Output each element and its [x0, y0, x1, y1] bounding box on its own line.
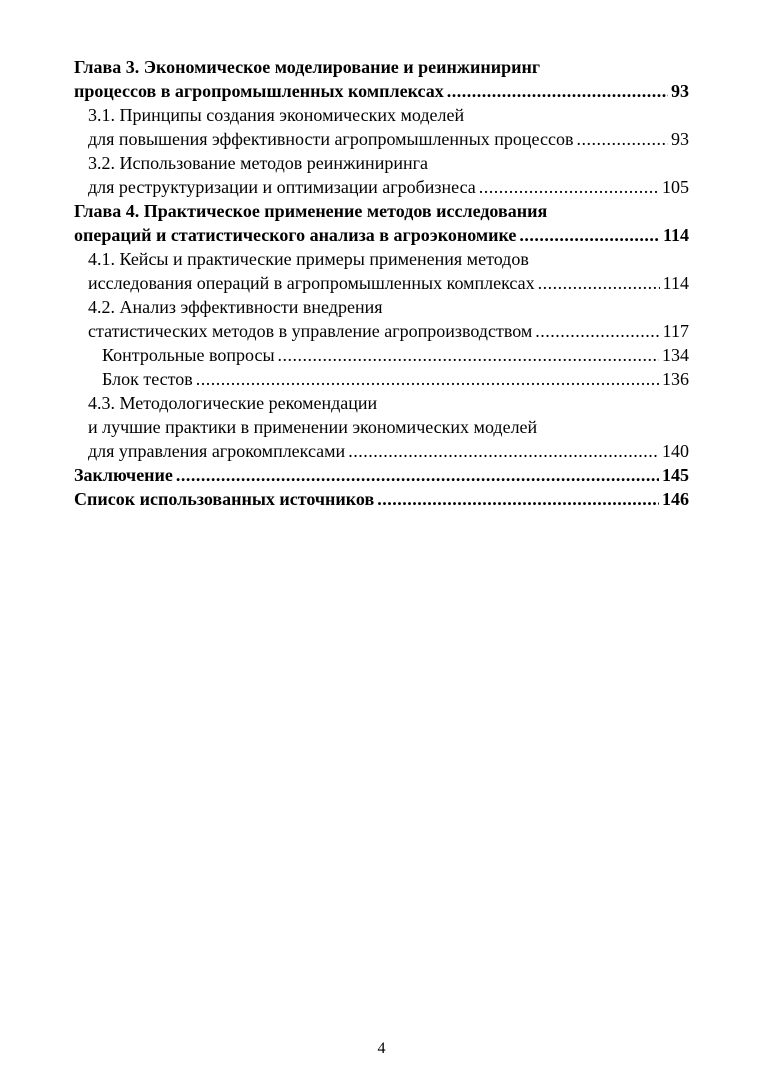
toc-entry-last-line: [88, 439, 689, 463]
toc-entry-title: исследования операций в агропромышленных комплексах: [88, 273, 535, 293]
toc-entry[interactable]: [74, 463, 689, 487]
table-of-contents: [74, 55, 689, 511]
dot-leader: [535, 319, 659, 343]
dot-leader: [176, 463, 659, 487]
dot-leader: [576, 127, 668, 151]
toc-entry-line: 4.1. Кейсы и практические примеры применения методов: [88, 249, 529, 269]
toc-entry-last-line: [74, 79, 689, 103]
toc-entry-last-line: [88, 271, 689, 295]
toc-entry-line: и лучшие практики в применении экономических моделей: [88, 417, 538, 437]
toc-entry-title: Контрольные вопросы: [102, 345, 275, 365]
toc-entry-last-line: [88, 127, 689, 151]
dot-leader: [519, 223, 660, 247]
page-number: 4: [377, 1040, 386, 1057]
toc-entry[interactable]: [74, 199, 689, 247]
toc-entry-title: процессов в агропромышленных комплексах: [74, 81, 444, 101]
toc-entry[interactable]: [74, 295, 689, 343]
toc-entry[interactable]: [74, 367, 689, 391]
toc-entry[interactable]: [74, 343, 689, 367]
toc-entry-last-line: [88, 319, 689, 343]
toc-entry-last-line: [102, 343, 689, 367]
toc-entry-last-line: [74, 463, 689, 487]
toc-entry-title: операций и статистического анализа в агроэкономике: [74, 225, 517, 245]
toc-entry-page: 146: [662, 489, 689, 509]
toc-entry-title: для реструктуризации и оптимизации агробизнеса: [88, 177, 476, 197]
toc-entry-title: статистических методов в управление агропроизводством: [88, 321, 533, 341]
toc-entry[interactable]: [74, 487, 689, 511]
toc-entry-last-line: [74, 223, 689, 247]
toc-entry-title: Заключение: [74, 465, 173, 485]
toc-entry-page: 145: [662, 465, 689, 485]
dot-leader: [538, 271, 660, 295]
dot-leader: [377, 487, 659, 511]
toc-entry-line: Глава 4. Практическое применение методов исследования: [74, 201, 548, 221]
dot-leader: [196, 367, 659, 391]
toc-entry-page: 140: [662, 441, 689, 461]
toc-entry-page: 93: [671, 81, 689, 101]
dot-leader: [348, 439, 659, 463]
toc-entry-last-line: [88, 175, 689, 199]
toc-entry-page: 114: [662, 273, 689, 293]
toc-entry-line: 4.3. Методологические рекомендации: [88, 393, 378, 413]
toc-entry-line: 3.2. Использование методов реинжиниринга: [88, 153, 428, 173]
dot-leader: [447, 79, 668, 103]
toc-entry-title: для повышения эффективности агропромышленных процессов: [88, 129, 574, 149]
toc-entry-page: 136: [662, 369, 689, 389]
toc-entry-last-line: [74, 487, 689, 511]
toc-entry-page: 105: [662, 177, 689, 197]
toc-entry-line: Глава 3. Экономическое моделирование и реинжиниринг: [74, 57, 541, 77]
toc-entry[interactable]: [74, 391, 689, 463]
dot-leader: [278, 343, 659, 367]
toc-entry-title: Список использованных источников: [74, 489, 375, 509]
toc-entry-last-line: [102, 367, 689, 391]
toc-entry-title: для управления агрокомплексами: [88, 441, 346, 461]
toc-entry-page: 93: [671, 129, 689, 149]
toc-entry[interactable]: [74, 103, 689, 151]
toc-entry-line: 4.2. Анализ эффективности внедрения: [88, 297, 383, 317]
toc-entry-page: 117: [662, 321, 689, 341]
toc-entry[interactable]: [74, 151, 689, 199]
toc-entry-page: 134: [662, 345, 689, 365]
toc-entry-line: 3.1. Принципы создания экономических моделей: [88, 105, 465, 125]
toc-entry-page: 114: [662, 225, 689, 245]
dot-leader: [479, 175, 659, 199]
toc-entry[interactable]: [74, 247, 689, 295]
toc-entry[interactable]: [74, 55, 689, 103]
toc-entry-title: Блок тестов: [102, 369, 193, 389]
